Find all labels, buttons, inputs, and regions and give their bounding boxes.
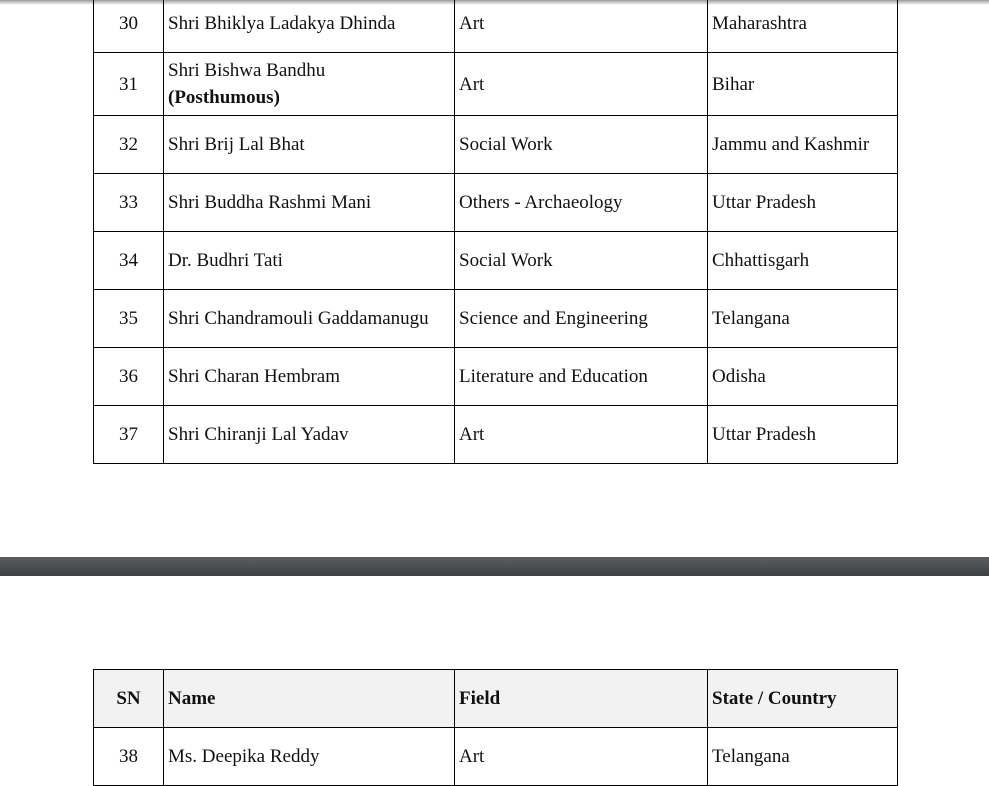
table-header-row [94, 670, 898, 728]
sn-cell: 37 [94, 406, 164, 464]
sn-cell: 34 [94, 232, 164, 290]
sn-cell: 30 [94, 0, 164, 53]
name-cell: Shri Buddha Rashmi Mani [164, 174, 455, 232]
sn-cell: 35 [94, 290, 164, 348]
sn-cell: 32 [94, 116, 164, 174]
field-cell: Art [455, 406, 708, 464]
table-row [94, 348, 898, 406]
header-name: Name [164, 670, 455, 728]
state-cell: Telangana [708, 290, 898, 348]
field-cell: Art [455, 0, 708, 53]
state-cell: Uttar Pradesh [708, 406, 898, 464]
table-row [94, 728, 898, 786]
field-cell: Social Work [455, 232, 708, 290]
table-row [94, 232, 898, 290]
state-cell: Telangana [708, 728, 898, 786]
name-cell: Shri Chandramouli Gaddamanugu [164, 290, 455, 348]
header-sn: SN [94, 670, 164, 728]
name-cell: Shri Chiranji Lal Yadav [164, 406, 455, 464]
name-cell [164, 53, 455, 116]
field-cell: Literature and Education [455, 348, 708, 406]
name-cell: Dr. Budhri Tati [164, 232, 455, 290]
posthumous-note: (Posthumous) [168, 87, 280, 108]
name-cell: Shri Brij Lal Bhat [164, 116, 455, 174]
header-state: State / Country [708, 670, 898, 728]
header-field: Field [455, 670, 708, 728]
field-cell: Art [455, 53, 708, 116]
awardees-table-page-2 [93, 669, 898, 786]
state-cell: Bihar [708, 53, 898, 116]
field-cell: Social Work [455, 116, 708, 174]
name-text: Shri Bishwa Bandhu [168, 60, 326, 81]
table-row [94, 116, 898, 174]
field-cell: Others - Archaeology [455, 174, 708, 232]
table-row [94, 406, 898, 464]
field-cell: Art [455, 728, 708, 786]
table-row [94, 174, 898, 232]
page-break-bar [0, 557, 989, 576]
table-row [94, 53, 898, 116]
state-cell: Maharashtra [708, 0, 898, 53]
sn-cell: 38 [94, 728, 164, 786]
table-row [94, 0, 898, 53]
name-cell: Ms. Deepika Reddy [164, 728, 455, 786]
name-cell: Shri Bhiklya Ladakya Dhinda [164, 0, 455, 53]
field-cell: Science and Engineering [455, 290, 708, 348]
state-cell: Odisha [708, 348, 898, 406]
sn-cell: 31 [94, 53, 164, 116]
name-cell: Shri Charan Hembram [164, 348, 455, 406]
state-cell: Jammu and Kashmir [708, 116, 898, 174]
awardees-table-page-1 [93, 0, 898, 464]
sn-cell: 33 [94, 174, 164, 232]
state-cell: Chhattisgarh [708, 232, 898, 290]
table-row [94, 290, 898, 348]
state-cell: Uttar Pradesh [708, 174, 898, 232]
sn-cell: 36 [94, 348, 164, 406]
